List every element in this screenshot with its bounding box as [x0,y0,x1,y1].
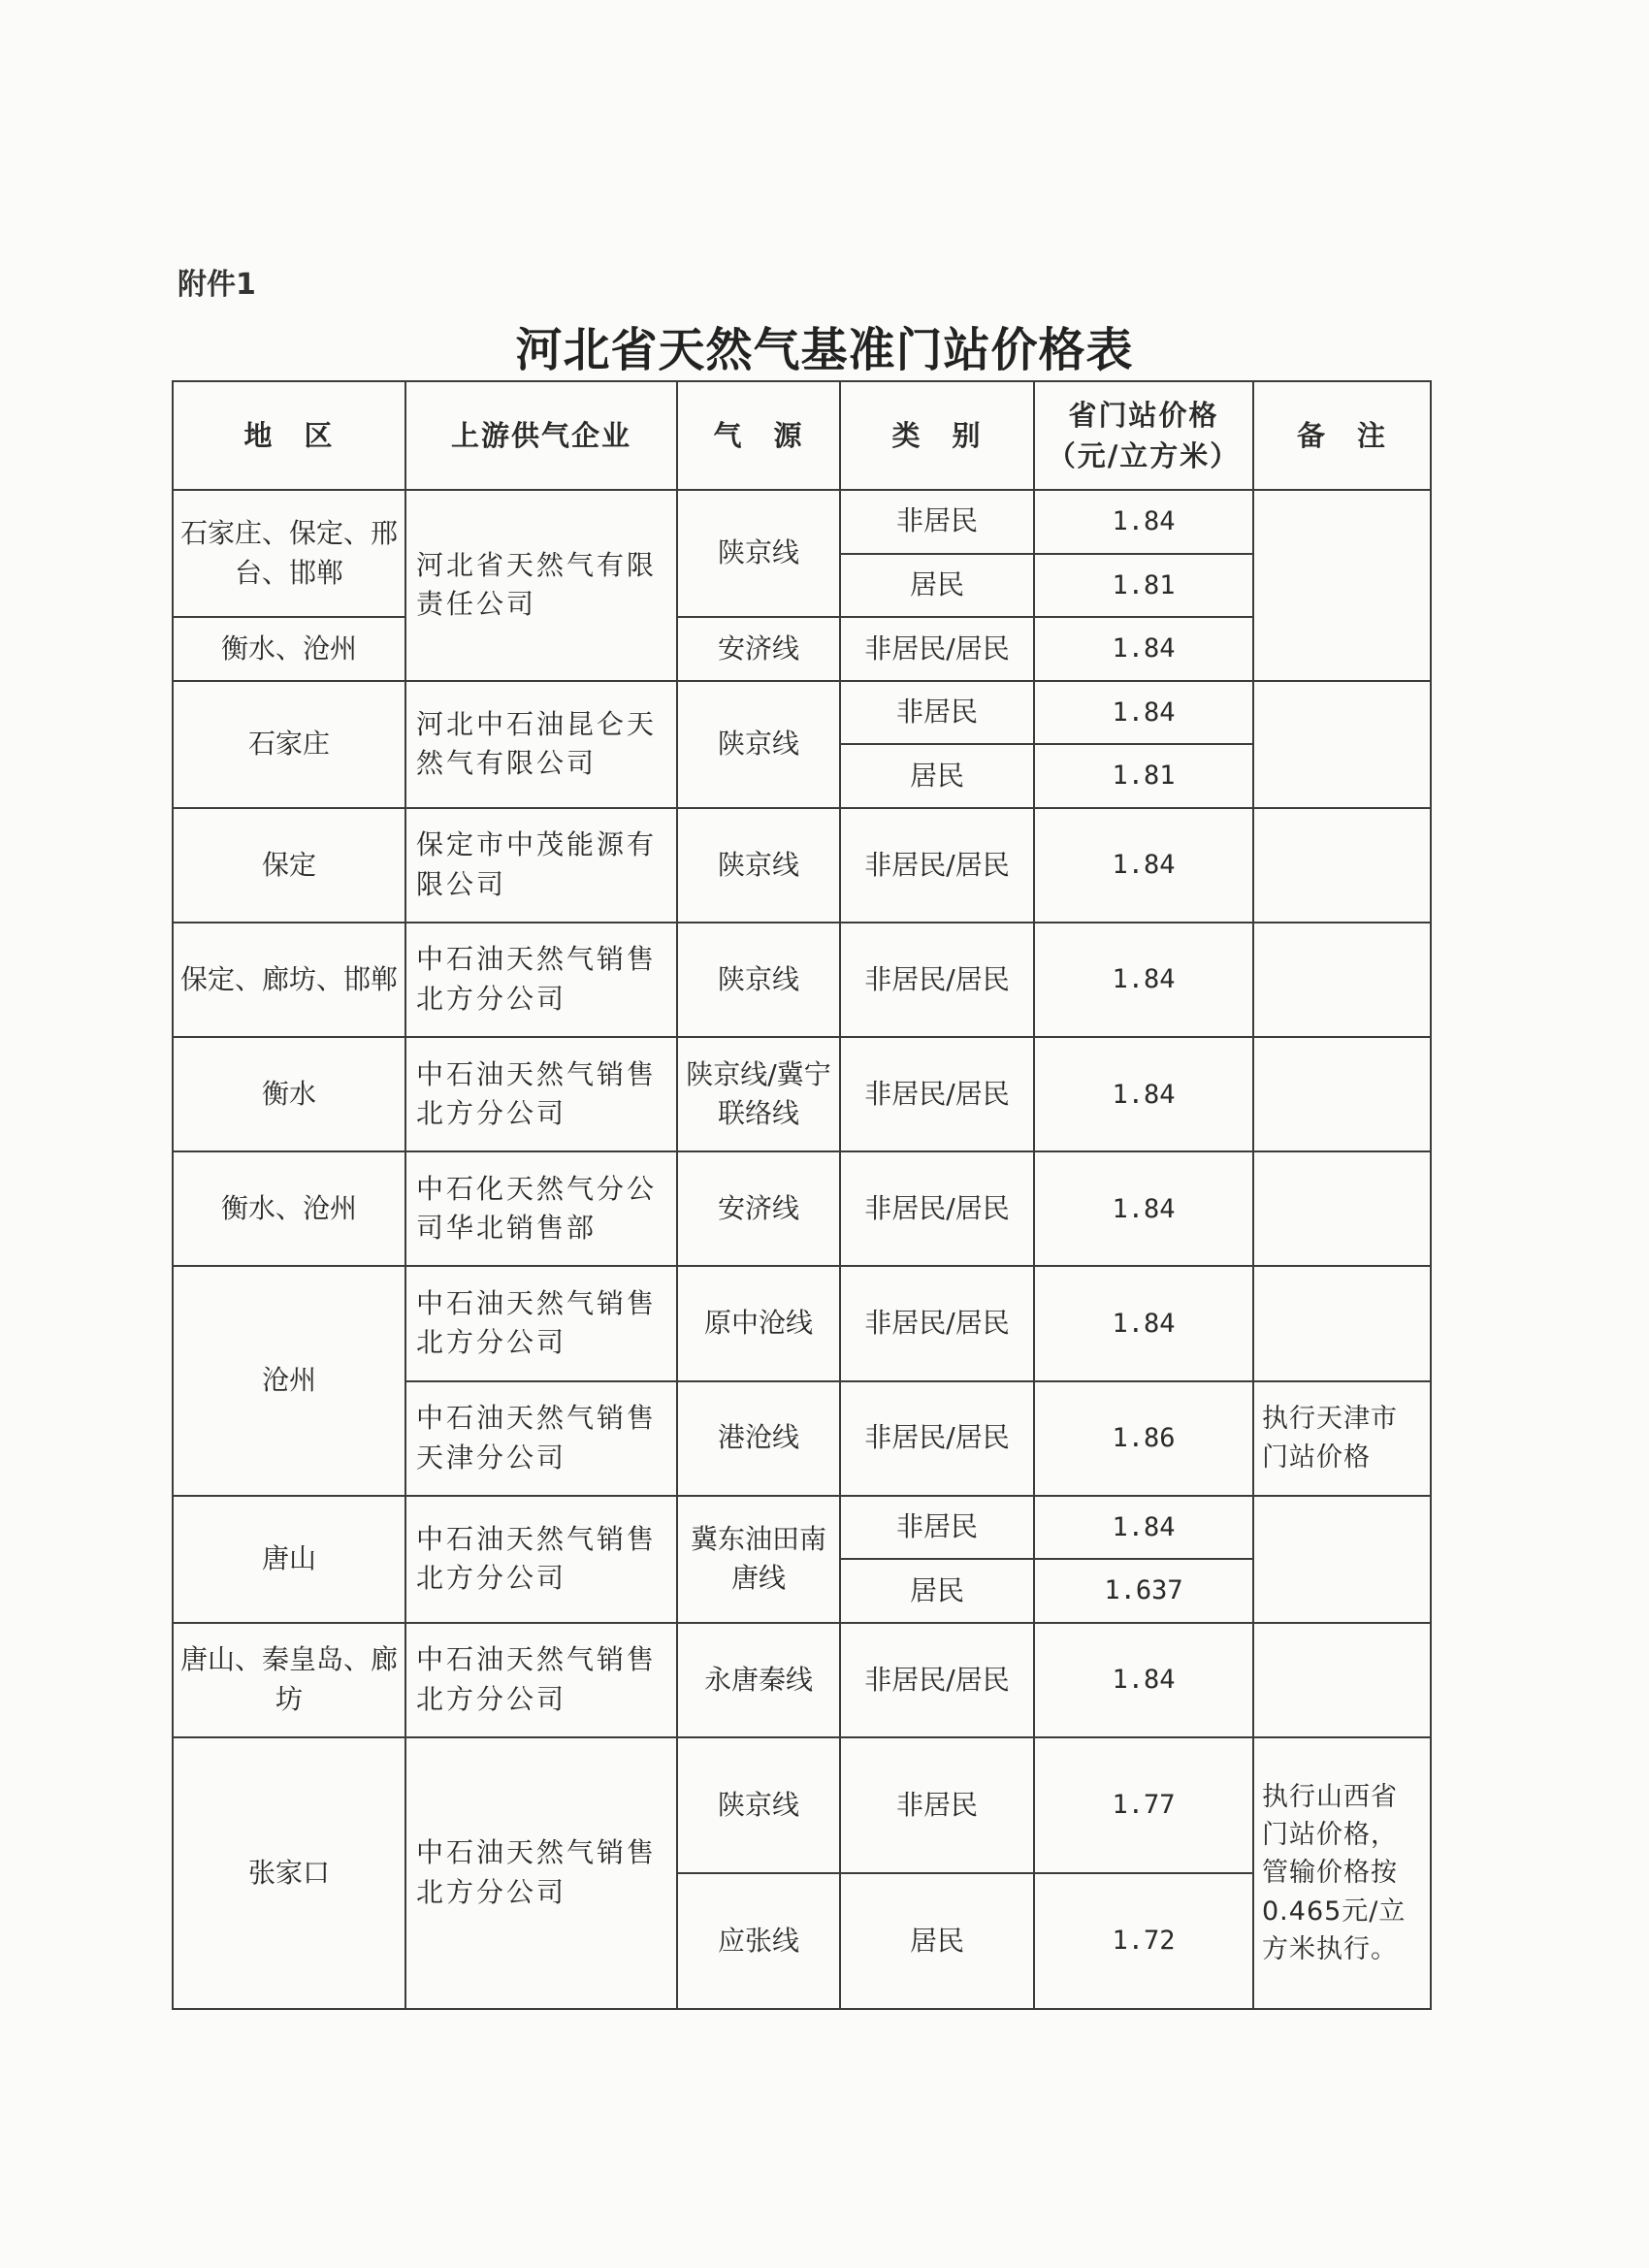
table-row [173,1037,1431,1151]
supplier-cell: 中石化天然气分公司华北销售部 [405,1151,677,1266]
category-cell: 居民 [840,554,1034,618]
source-cell: 陕京线 [677,490,840,617]
category-cell: 非居民 [840,1737,1034,1873]
price-cell: 1.84 [1034,1266,1253,1380]
source-cell: 安济线 [677,617,840,681]
region-cell: 张家口 [173,1737,405,2009]
region-cell: 沧州 [173,1266,405,1495]
supplier-cell: 河北中石油昆仑天然气有限公司 [405,681,677,808]
category-cell: 居民 [840,1559,1034,1623]
supplier-cell: 中石油天然气销售北方分公司 [405,1737,677,2009]
source-cell: 陕京线 [677,1737,840,1873]
header-remark: 备 注 [1253,381,1431,490]
region-cell: 保定 [173,808,405,923]
remark-cell [1253,808,1431,923]
price-cell: 1.84 [1034,490,1253,554]
source-cell: 原中沧线 [677,1266,840,1380]
remark-cell [1253,681,1431,808]
region-cell: 衡水 [173,1037,405,1151]
price-cell: 1.84 [1034,808,1253,923]
header-price-line1: 省门站价格 [1068,398,1219,432]
price-cell: 1.72 [1034,1873,1253,2009]
source-cell: 永唐秦线 [677,1623,840,1737]
supplier-cell: 中石油天然气销售北方分公司 [405,1496,677,1623]
region-cell: 石家庄、保定、邢台、邯郸 [173,490,405,617]
supplier-cell: 中石油天然气销售北方分公司 [405,1623,677,1737]
category-cell: 非居民/居民 [840,1037,1034,1151]
remark-cell [1253,1037,1431,1151]
supplier-cell: 中石油天然气销售北方分公司 [405,1037,677,1151]
region-cell: 石家庄 [173,681,405,808]
remark-cell: 执行天津市门站价格 [1253,1381,1431,1496]
region-cell: 衡水、沧州 [173,1151,405,1266]
header-region: 地 区 [173,381,405,490]
table-row [173,617,1431,681]
category-cell: 非居民 [840,681,1034,745]
supplier-cell: 河北省天然气有限责任公司 [405,490,677,681]
source-cell: 冀东油田南唐线 [677,1496,840,1623]
attachment-label: 附件1 [178,268,256,302]
table-row [173,681,1431,745]
header-row [173,381,1431,490]
category-cell: 非居民/居民 [840,617,1034,681]
remark-cell [1253,1623,1431,1737]
price-cell: 1.84 [1034,923,1253,1037]
category-cell: 非居民/居民 [840,1623,1034,1737]
header-price-line2: （元/立方米） [1047,439,1241,472]
source-cell: 安济线 [677,1151,840,1266]
price-cell: 1.84 [1034,1496,1253,1560]
category-cell: 非居民/居民 [840,1266,1034,1380]
category-cell: 居民 [840,1873,1034,2009]
table-row [173,490,1431,554]
category-cell: 非居民 [840,490,1034,554]
price-cell: 1.77 [1034,1737,1253,1873]
table-row [173,808,1431,923]
header-supplier: 上游供气企业 [405,381,677,490]
source-cell: 港沧线 [677,1381,840,1496]
price-cell: 1.84 [1034,1151,1253,1266]
supplier-cell: 中石油天然气销售北方分公司 [405,923,677,1037]
price-cell: 1.637 [1034,1559,1253,1623]
supplier-cell: 中石油天然气销售北方分公司 [405,1266,677,1380]
category-cell: 非居民/居民 [840,923,1034,1037]
price-cell: 1.84 [1034,681,1253,745]
remark-cell: 执行山西省门站价格，管输价格按0.465元/立方米执行。 [1253,1737,1431,2009]
remark-cell [1253,923,1431,1037]
table-row [173,1266,1431,1380]
table-row [173,923,1431,1037]
table-row [173,1623,1431,1737]
remark-cell [1253,490,1431,681]
category-cell: 非居民/居民 [840,808,1034,923]
table-row [173,1151,1431,1266]
category-cell: 非居民/居民 [840,1381,1034,1496]
price-cell: 1.81 [1034,744,1253,808]
source-cell: 陕京线 [677,681,840,808]
source-cell: 陕京线/冀宁联络线 [677,1037,840,1151]
price-cell: 1.84 [1034,1623,1253,1737]
region-cell: 唐山 [173,1496,405,1623]
category-cell: 非居民/居民 [840,1151,1034,1266]
price-table [172,380,1432,2010]
price-cell: 1.84 [1034,1037,1253,1151]
price-cell: 1.84 [1034,617,1253,681]
region-cell: 衡水、沧州 [173,617,405,681]
header-category: 类 别 [840,381,1034,490]
source-cell: 应张线 [677,1873,840,2009]
category-cell: 居民 [840,744,1034,808]
region-cell: 保定、廊坊、邯郸 [173,923,405,1037]
table-row [173,1737,1431,1873]
remark-cell [1253,1151,1431,1266]
region-cell: 唐山、秦皇岛、廊坊 [173,1623,405,1737]
supplier-cell: 保定市中茂能源有限公司 [405,808,677,923]
supplier-cell: 中石油天然气销售天津分公司 [405,1381,677,1496]
remark-cell [1253,1496,1431,1623]
price-cell: 1.86 [1034,1381,1253,1496]
page-title: 河北省天然气基准门站价格表 [515,323,1134,377]
header-price [1034,381,1253,490]
source-cell: 陕京线 [677,923,840,1037]
table-row [173,1496,1431,1560]
category-cell: 非居民 [840,1496,1034,1560]
header-source: 气 源 [677,381,840,490]
price-cell: 1.81 [1034,554,1253,618]
remark-cell [1253,1266,1431,1380]
source-cell: 陕京线 [677,808,840,923]
